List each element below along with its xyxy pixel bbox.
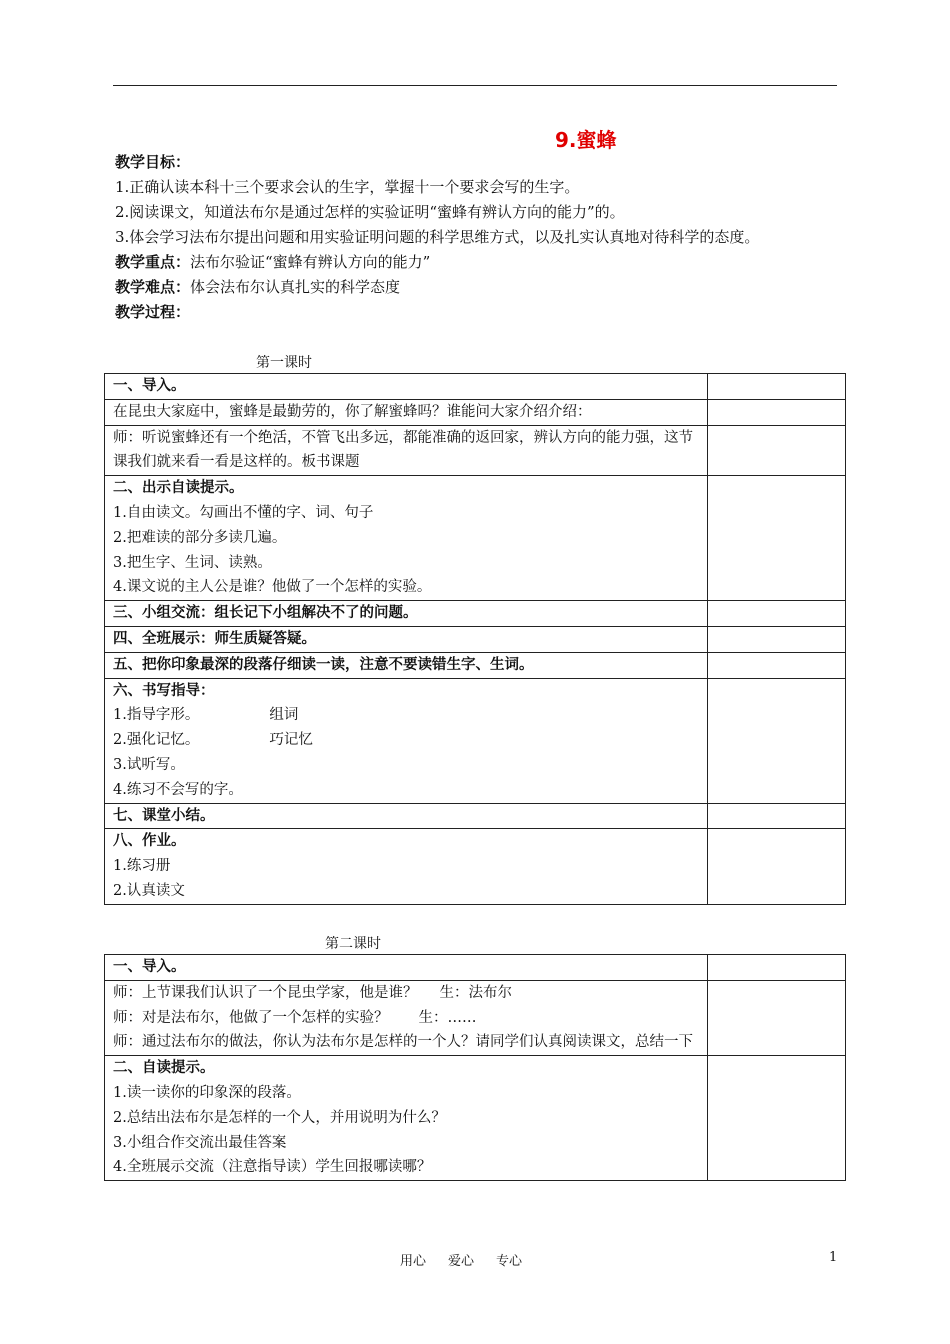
key-point-text: 法布尔验证“蜜蜂有辨认方向的能力” bbox=[190, 253, 431, 271]
list-item: 1.指导字形。 组词 bbox=[113, 707, 299, 724]
difficulty-label: 教学难点： bbox=[115, 278, 191, 296]
p1-homework-head: 八、作业。 bbox=[113, 833, 186, 850]
p2-dialogue bbox=[105, 980, 708, 1055]
list-item: 3.试听写。 bbox=[113, 756, 185, 773]
p1-writing-guide bbox=[105, 678, 708, 803]
table-row bbox=[105, 601, 846, 627]
table-row bbox=[105, 399, 846, 425]
list-item: 师：通过法布尔的做法，你认为法布尔是怎样的一个人？请同学们认真阅读课文，总结一下 bbox=[113, 1034, 693, 1051]
list-item: 师：上节课我们认识了一个昆虫学家，他是谁？ 生：法布尔 bbox=[113, 984, 512, 1001]
difficulty bbox=[115, 275, 855, 300]
table-row bbox=[105, 980, 846, 1055]
footer-motto: 用心 爱心 专心 bbox=[400, 1254, 523, 1269]
list-item: 2.强化记忆。 巧记忆 bbox=[113, 732, 313, 749]
list-item: 2.认真读文 bbox=[113, 882, 185, 899]
table-row bbox=[105, 626, 846, 652]
p1-writing-head: 六、书写指导： bbox=[113, 682, 215, 699]
objective-2: 2.阅读课文，知道法布尔是通过怎样的实验证明“蜜蜂有辨认方向的能力”的。 bbox=[115, 203, 625, 221]
p1-group-exchange: 三、小组交流：组长记下小组解决不了的问题。 bbox=[105, 601, 708, 627]
key-point-label: 教学重点： bbox=[115, 253, 191, 271]
table-row bbox=[105, 955, 846, 981]
table-row bbox=[105, 425, 846, 476]
list-item: 2.总结出法布尔是怎样的一个人，并用说明为什么？ bbox=[113, 1109, 446, 1126]
list-item: 3.小组合作交流出最佳答案 bbox=[113, 1134, 287, 1151]
list-item: 2.把难读的部分多读几遍。 bbox=[113, 529, 287, 546]
list-item: 师：对是法布尔，他做了一个怎样的实验？ 生：…… bbox=[113, 1009, 477, 1026]
p1-homework bbox=[105, 829, 708, 904]
p1-teacher-text: 师：听说蜜蜂还有一个绝活，不管飞出多远，都能准确的返回家，辨认方向的能力强，这节课我们就来看一看是这样的。板书课题 bbox=[105, 425, 708, 476]
table-row bbox=[105, 652, 846, 678]
page-title: 9.蜜蜂 bbox=[555, 128, 617, 152]
period1-table bbox=[104, 373, 846, 905]
table-row bbox=[105, 829, 846, 904]
list-item: 1.练习册 bbox=[113, 858, 171, 875]
list-item: 1.自由读文。勾画出不懂的字、词、句子 bbox=[113, 504, 374, 521]
period2-heading: 第二课时 bbox=[325, 936, 381, 952]
table-row bbox=[105, 803, 846, 829]
list-item: 4.课文说的主人公是谁？他做了一个怎样的实验。 bbox=[113, 579, 432, 596]
p2-intro-head: 一、导入。 bbox=[105, 955, 708, 981]
page-number: 1 bbox=[829, 1250, 838, 1265]
table-row bbox=[105, 678, 846, 803]
p2-reading-head: 二、自读提示。 bbox=[113, 1060, 215, 1077]
objectives-label: 教学目标： bbox=[115, 153, 191, 171]
p2-reading-tips bbox=[105, 1056, 708, 1181]
p1-reading-tips bbox=[105, 476, 708, 601]
header-rule bbox=[113, 85, 837, 86]
p1-intro-head: 一、导入。 bbox=[105, 374, 708, 400]
table-row bbox=[105, 374, 846, 400]
table-row bbox=[105, 476, 846, 601]
p1-summary: 七、课堂小结。 bbox=[105, 803, 708, 829]
list-item: 1.读一读你的印象深的段落。 bbox=[113, 1084, 301, 1101]
difficulty-text: 体会法布尔认真扎实的科学态度 bbox=[190, 278, 401, 296]
p1-class-show: 四、全班展示：师生质疑答疑。 bbox=[105, 626, 708, 652]
period1-heading: 第一课时 bbox=[256, 355, 312, 371]
p1-read-deeply: 五、把你印象最深的段落仔细读一读，注意不要读错生字、生词。 bbox=[105, 652, 708, 678]
list-item: 3.把生字、生词、读熟。 bbox=[113, 554, 272, 571]
objective-1: 1.正确认读本科十三个要求会认的生字，掌握十一个要求会写的生字。 bbox=[115, 178, 580, 196]
table-row bbox=[105, 1056, 846, 1181]
list-item: 4.全班展示交流（注意指导读）学生回报哪读哪？ bbox=[113, 1159, 432, 1176]
list-item: 4.练习不会写的字。 bbox=[113, 781, 243, 798]
lesson-intro bbox=[115, 150, 855, 325]
p1-intro-text: 在昆虫大家庭中，蜜蜂是最勤劳的，你了解蜜蜂吗？谁能问大家介绍介绍： bbox=[105, 399, 708, 425]
p1-reading-head: 二、出示自读提示。 bbox=[113, 480, 244, 497]
process-label: 教学过程： bbox=[115, 303, 191, 321]
period2-table bbox=[104, 954, 846, 1181]
objective-3: 3.体会学习法布尔提出问题和用实验证明问题的科学思维方式，以及扎实认真地对待科学的态度。 bbox=[115, 228, 760, 246]
key-point bbox=[115, 250, 855, 275]
